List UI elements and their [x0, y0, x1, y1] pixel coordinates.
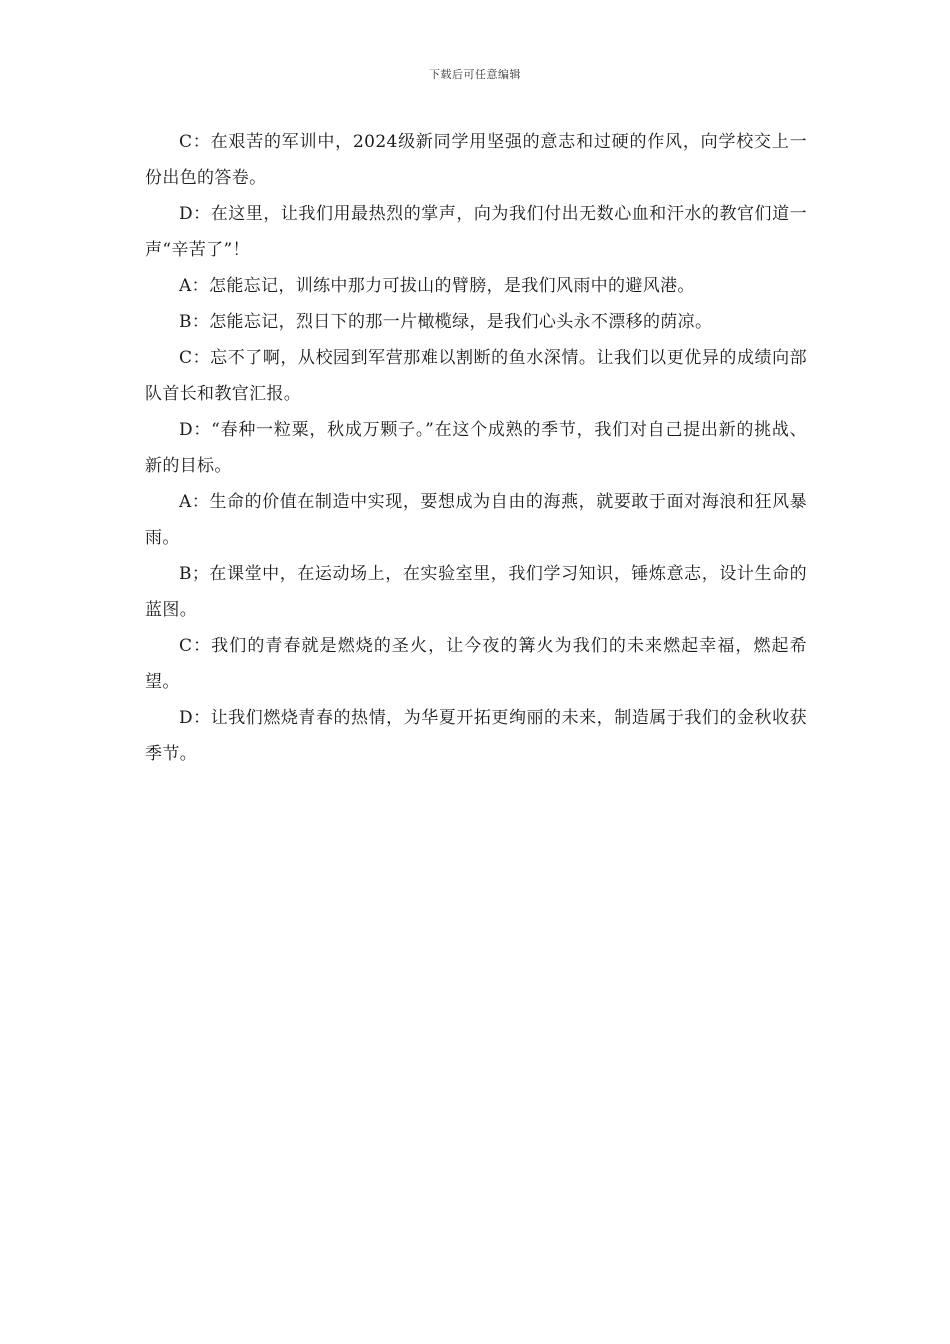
paragraph-b2: B；在课堂中，在运动场上，在实验室里，我们学习知识，锤炼意志，设计生命的蓝图。 — [145, 564, 807, 620]
paragraph-b1: B：怎能忘记，烈日下的那一片橄榄绿，是我们心头永不漂移的荫凉。 — [179, 312, 713, 332]
document-body — [145, 124, 807, 772]
paragraph-c1: C：在艰苦的军训中，2024级新同学用坚强的意志和过硬的作风，向学校交上一份出色的答卷。 — [145, 132, 807, 188]
paragraph-c2: C：忘不了啊，从校园到军营那难以割断的鱼水深情。让我们以更优异的成绩向部队首长和教官汇报。 — [145, 348, 807, 404]
paragraph-d2: D：“春种一粒粟，秋成万颗子。”在这个成熟的季节，我们对自己提出新的挑战、新的目标。 — [145, 420, 807, 476]
paragraph-a2: A：生命的价值在制造中实现，要想成为自由的海燕，就要敢于面对海浪和狂风暴雨。 — [145, 492, 807, 548]
paragraph-a1: A：怎能忘记，训练中那力可拔山的臂膀，是我们风雨中的避风港。 — [179, 276, 695, 296]
paragraph-d3: D：让我们燃烧青春的热情，为华夏开拓更绚丽的未来，制造属于我们的金秋收获季节。 — [145, 708, 807, 764]
paragraph-c3: C：我们的青春就是燃烧的圣火，让今夜的篝火为我们的未来燃起幸福，燃起希望。 — [145, 636, 807, 692]
paragraph-d1: D：在这里，让我们用最热烈的掌声，向为我们付出无数心血和汗水的教官们道一声“辛苦了”！ — [145, 204, 807, 260]
page-header: 下载后可任意编辑 — [429, 68, 521, 81]
